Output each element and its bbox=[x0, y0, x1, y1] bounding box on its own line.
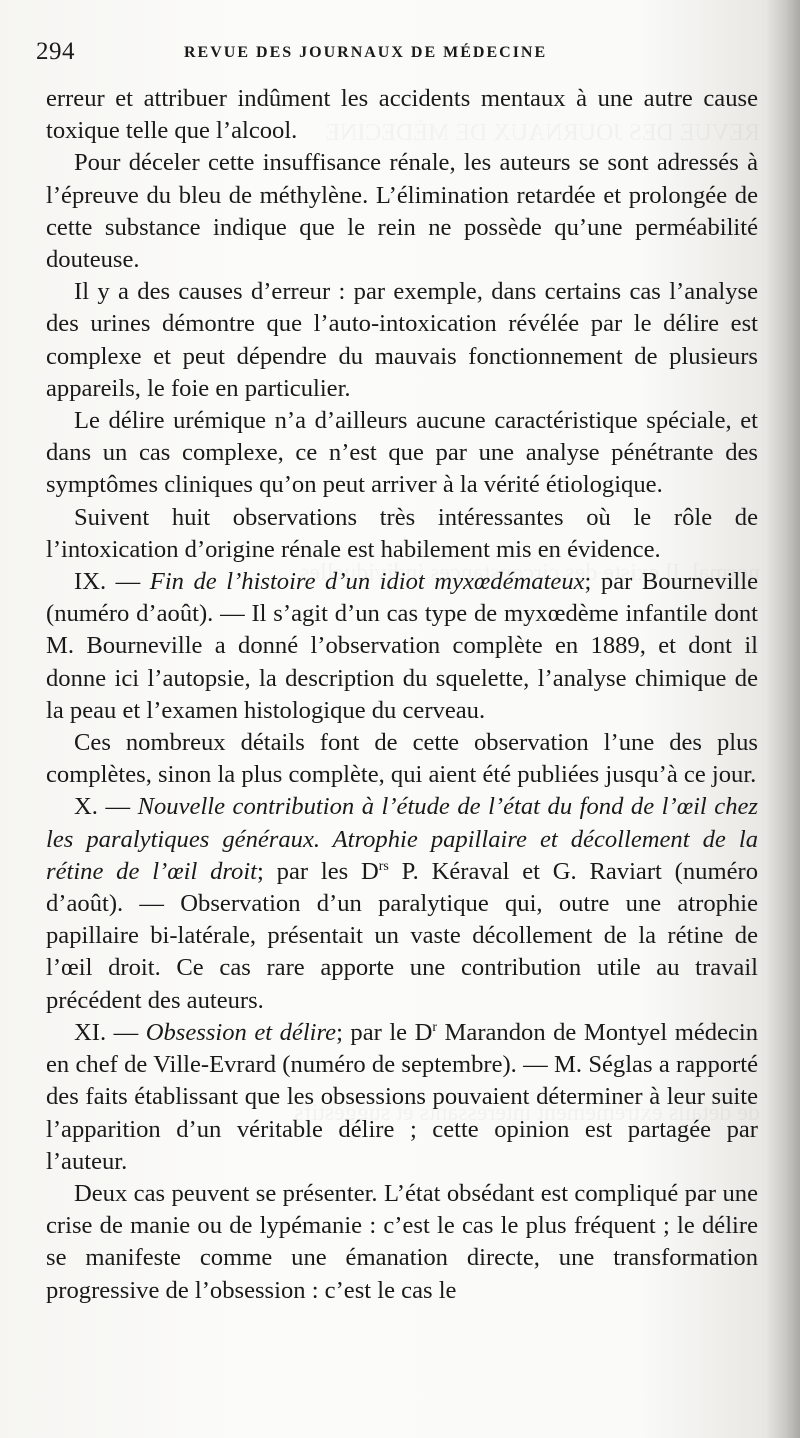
review-entry-x bbox=[46, 791, 758, 1016]
entry-number: XI. bbox=[74, 1018, 107, 1046]
page-header bbox=[34, 38, 764, 78]
paragraph: Pour déceler cette insuffisance rénale, les auteurs se sont adressés à l’épreuve du bleu de méthylène. L’élimination retardée et prolongée de cette substance indique que le rein ne possède qu’une perméabilité douteuse. bbox=[46, 149, 758, 274]
entry-text: P. Kéraval et G. Raviart (numéro d’août). — Observation d’un paralytique qui, outre une atrophie papillaire bi-latérale, présentait un vaste décollement de la rétine de l’œil droit. Ce cas rare apporte une contribution utile au travail précédent des auteurs. bbox=[46, 857, 758, 1014]
article-body bbox=[46, 83, 758, 1307]
page-number: 294 bbox=[36, 38, 75, 65]
entry-dash: — bbox=[113, 1018, 139, 1046]
entry-text: ; par le D bbox=[336, 1018, 433, 1046]
running-head: REVUE DES JOURNAUX DE MÉDECINE bbox=[184, 44, 548, 61]
entry-number: X. bbox=[74, 793, 98, 821]
review-entry-xi bbox=[46, 1017, 758, 1178]
paragraph: Le délire urémique n’a d’ailleurs aucune caractéristique spéciale, et dans un cas complexe, ce n’est que par une analyse pénétrante des symptômes cliniques qu’on peut arriver à la vérité étiologique. bbox=[46, 407, 758, 499]
paragraph: Il y a des causes d’erreur : par exemple, dans certains cas l’analyse des urines démontre que l’auto-intoxication révélée par le délire est complexe et peut dépendre du mauvais fonctionnement de plusieurs appareils, le foie en particulier. bbox=[46, 278, 758, 402]
entry-text: ; par Bourneville (numéro d’août). — Il s’agit d’un cas type de myxœdème infantile dont M. Bourneville a donné l’observation complète en 1889, et dont il donne ici l’autopsie, la description du squelette, l’analyse chimique de la peau et l’examen histologique du cerveau. bbox=[46, 568, 758, 724]
entry-title: Obsession et délire bbox=[145, 1018, 337, 1046]
paragraph: Ces nombreux détails font de cette observation l’une des plus complètes, sinon la plus complète, qui aient été publiées jusqu’à ce jour. bbox=[46, 729, 758, 789]
entry-title: Nouvelle contribution à l’étude de l’état du fond de l’œil chez les paralytiques généraux. Atrophie papillaire et décollement de la rétine de l’œil droit bbox=[46, 793, 758, 885]
binding-shadow bbox=[766, 0, 800, 1438]
paragraph: Suivent huit observations très intéressantes où le rôle de l’intoxication d’origine rénale est habilement mis en évidence. bbox=[46, 503, 758, 563]
entry-superscript: r bbox=[432, 1019, 438, 1035]
paragraph: Deux cas peuvent se présenter. L’état obsédant est compliqué par une crise de manie ou de lypémanie : c’est le cas le plus fréquent ; le délire se manifeste comme une émanation directe, une transformation progressive de l’obsession : c’est le cas le bbox=[46, 1179, 758, 1304]
entry-dash: — bbox=[115, 568, 141, 596]
entry-title: Fin de l’histoire d’un idiot myxœdémateux bbox=[149, 568, 585, 596]
entry-superscript: rs bbox=[378, 858, 389, 874]
entry-text: Marandon de Montyel médecin en chef de Ville-Evrard (numéro de septembre). — M. Séglas a rapporté des faits établissant que les obsessions pouvaient déterminer à leur suite l’apparition d’un véritable délire ; cette opinion est partagée par l’auteur. bbox=[46, 1018, 758, 1175]
entry-number: IX. bbox=[74, 568, 107, 596]
entry-text: ; par les D bbox=[257, 857, 379, 885]
paragraph: erreur et attribuer indûment les accidents mentaux à une autre cause toxique telle que l’alcool. bbox=[46, 85, 758, 145]
entry-dash: — bbox=[105, 793, 131, 821]
review-entry-ix bbox=[46, 566, 758, 727]
